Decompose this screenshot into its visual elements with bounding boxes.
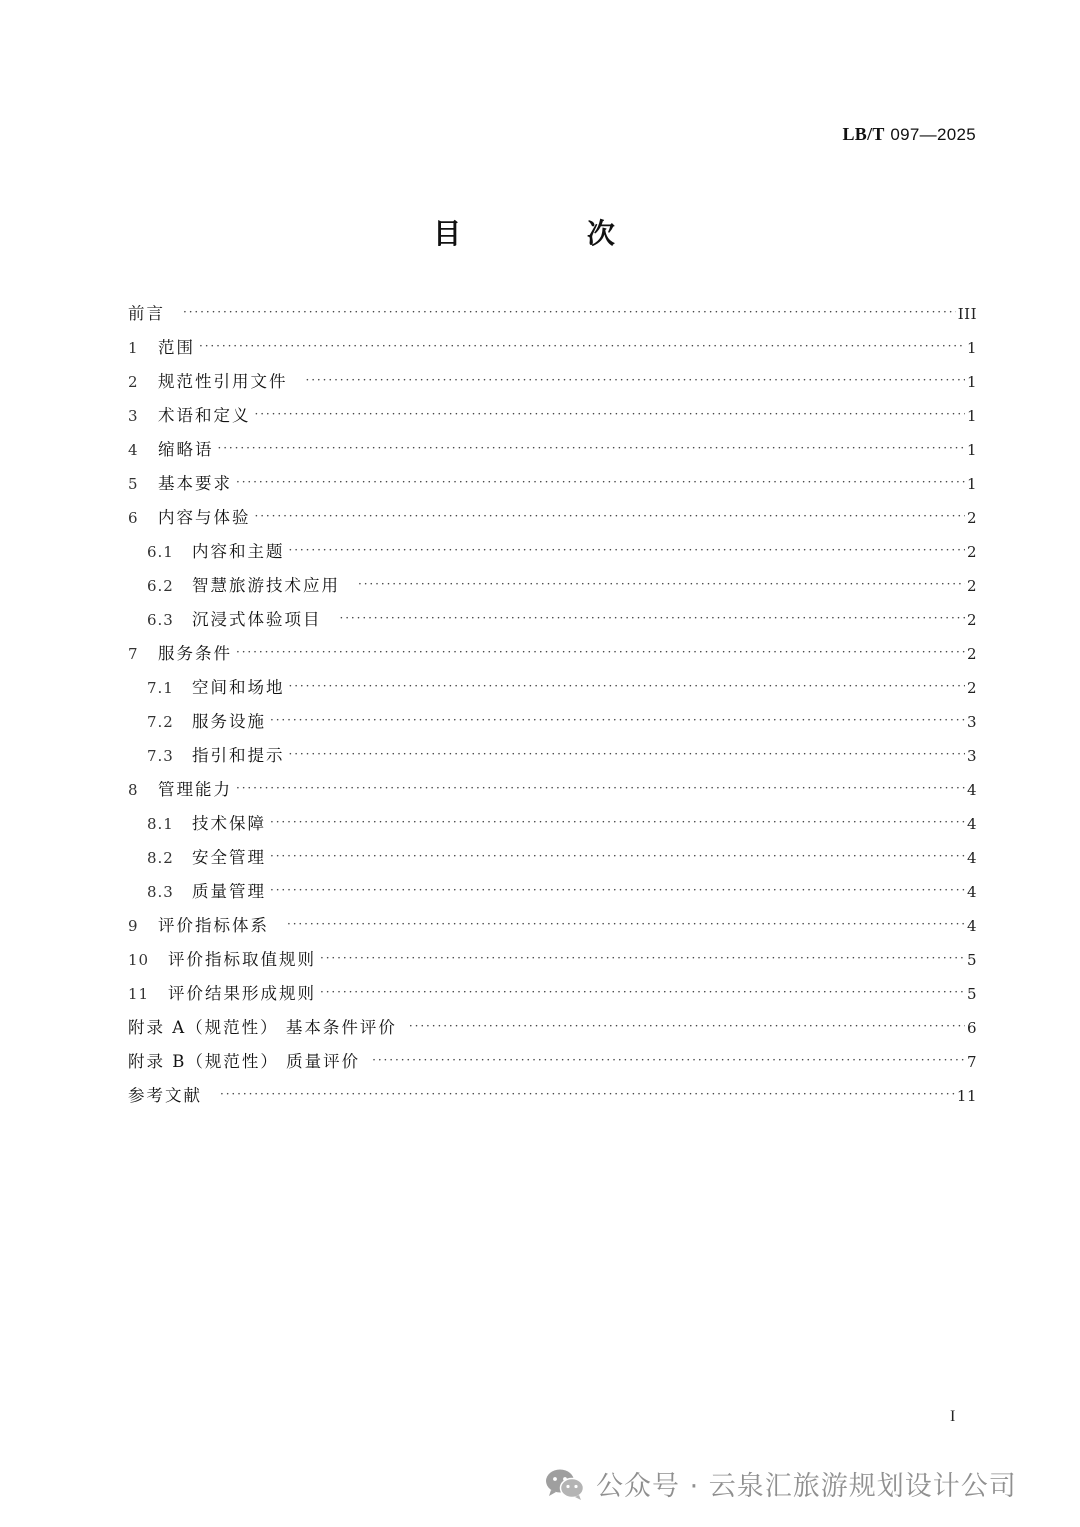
toc-entry-page: 1 (966, 407, 977, 425)
toc-entry-page: 2 (966, 509, 977, 527)
toc-entry-page: 7 (966, 1053, 977, 1071)
toc-entry[interactable] (128, 368, 977, 402)
standard-code (842, 124, 976, 145)
toc-entry-number: 8 (128, 781, 139, 799)
toc-entry-label: 评价指标取值规则 (168, 950, 316, 969)
toc-entry[interactable] (128, 912, 977, 946)
toc-entry-page: 2 (966, 543, 977, 561)
toc-entry-number: 7.3 (147, 747, 174, 765)
toc-entry-page: 5 (966, 985, 977, 1003)
toc-entry-number: 8.2 (147, 849, 174, 867)
toc-entry[interactable] (128, 810, 977, 844)
toc-dot-leader (320, 985, 965, 999)
toc-entry[interactable] (128, 300, 977, 334)
watermark-text: 公众号 · 云泉汇旅游规划设计公司 (596, 1471, 1017, 1502)
toc-entry-number: 6.1 (147, 543, 174, 561)
toc-dot-leader (236, 781, 965, 795)
toc-entry-number: 7.2 (147, 713, 174, 731)
toc-dot-leader (183, 305, 956, 319)
toc-entry-label: 管理能力 (158, 780, 232, 799)
toc-entry-label: 附录 A（规范性） 基本条件评价 (128, 1018, 397, 1037)
toc-entry-label: 服务条件 (158, 644, 232, 663)
toc-dot-leader (199, 339, 965, 353)
toc-entry[interactable] (128, 436, 977, 470)
toc-dot-leader (372, 1053, 965, 1067)
toc-dot-leader (409, 1019, 965, 1033)
toc-entry-page: 4 (966, 781, 977, 799)
table-of-contents (128, 300, 977, 1116)
toc-entry-label: 内容和主题 (192, 542, 285, 561)
toc-dot-leader (255, 509, 965, 523)
toc-entry[interactable] (128, 640, 977, 674)
toc-entry-number: 5 (128, 475, 139, 493)
toc-entry-label: 范围 (158, 338, 195, 357)
toc-entry-label: 参考文献 (128, 1086, 202, 1105)
toc-entry[interactable] (128, 844, 977, 878)
toc-entry-number: 4 (128, 441, 139, 459)
toc-entry-page: 4 (966, 815, 977, 833)
toc-entry-label: 规范性引用文件 (158, 372, 288, 391)
toc-entry-label: 质量管理 (192, 882, 266, 901)
toc-dot-leader (236, 645, 965, 659)
toc-entry[interactable] (128, 504, 977, 538)
toc-entry-number: 7.1 (147, 679, 174, 697)
standard-code-number: 097—2025 (890, 125, 976, 144)
toc-entry-page: 4 (966, 849, 977, 867)
toc-dot-leader (220, 1087, 955, 1101)
toc-entry[interactable] (128, 538, 977, 572)
toc-entry-label: 基本要求 (158, 474, 232, 493)
toc-entry[interactable] (128, 470, 977, 504)
toc-entry-number: 9 (128, 917, 139, 935)
toc-entry-number: 6 (128, 509, 139, 527)
toc-entry-page: 4 (966, 917, 977, 935)
toc-entry-label: 附录 B（规范性） 质量评价 (128, 1052, 361, 1071)
toc-dot-leader (270, 849, 965, 863)
toc-dot-leader (255, 407, 965, 421)
toc-entry-number: 8.1 (147, 815, 174, 833)
watermark (544, 1464, 1017, 1503)
toc-entry-label: 空间和场地 (192, 678, 285, 697)
toc-entry[interactable] (128, 742, 977, 776)
toc-entry-number: 6.3 (147, 611, 174, 629)
toc-dot-leader (270, 883, 965, 897)
toc-dot-leader (306, 373, 965, 387)
toc-entry-number: 8.3 (147, 883, 174, 901)
toc-entry-page: 11 (956, 1087, 977, 1105)
toc-entry-page: 2 (966, 679, 977, 697)
toc-entry-page: 1 (966, 373, 977, 391)
toc-entry-label: 沉浸式体验项目 (192, 610, 322, 629)
toc-dot-leader (270, 713, 965, 727)
toc-entry-page: 1 (966, 475, 977, 493)
toc-entry-label: 智慧旅游技术应用 (192, 576, 340, 595)
toc-entry-label: 缩略语 (158, 440, 214, 459)
page-number: I (950, 1408, 956, 1425)
toc-dot-leader (340, 611, 965, 625)
toc-entry-page: 2 (966, 577, 977, 595)
toc-entry-page: 1 (966, 339, 977, 357)
toc-dot-leader (289, 543, 965, 557)
toc-entry-page: 6 (966, 1019, 977, 1037)
toc-entry[interactable] (128, 1014, 977, 1048)
toc-dot-leader (358, 577, 965, 591)
toc-dot-leader (236, 475, 965, 489)
toc-entry-number: 6.2 (147, 577, 174, 595)
toc-dot-leader (270, 815, 965, 829)
toc-entry-number: 10 (128, 951, 150, 969)
toc-entry-number: 11 (128, 985, 150, 1003)
toc-entry-label: 内容与体验 (158, 508, 251, 527)
toc-entry[interactable] (128, 606, 977, 640)
toc-entry[interactable] (128, 946, 977, 980)
toc-entry[interactable] (128, 878, 977, 912)
toc-entry-label: 安全管理 (192, 848, 266, 867)
toc-entry[interactable] (128, 708, 977, 742)
toc-entry[interactable] (128, 674, 977, 708)
toc-dot-leader (289, 679, 965, 693)
toc-entry[interactable] (128, 334, 977, 368)
toc-entry-number: 7 (128, 645, 139, 663)
toc-entry-label: 服务设施 (192, 712, 266, 731)
toc-entry-page: III (957, 305, 977, 323)
toc-entry[interactable] (128, 402, 977, 436)
toc-entry[interactable] (128, 1048, 977, 1082)
toc-dot-leader (287, 917, 965, 931)
toc-entry[interactable] (128, 980, 977, 1014)
toc-entry-label: 前言 (128, 304, 165, 323)
toc-entry-number: 2 (128, 373, 139, 391)
toc-entry[interactable] (128, 572, 977, 606)
toc-entry-number: 3 (128, 407, 139, 425)
toc-entry-number: 1 (128, 339, 139, 357)
toc-entry-label: 评价结果形成规则 (168, 984, 316, 1003)
toc-entry-page: 2 (966, 645, 977, 663)
toc-entry[interactable] (128, 1082, 977, 1116)
wechat-icon (544, 1467, 586, 1501)
standard-code-prefix: LB/T (842, 124, 885, 144)
toc-entry-page: 4 (966, 883, 977, 901)
toc-entry-page: 1 (966, 441, 977, 459)
toc-entry[interactable] (128, 776, 977, 810)
toc-dot-leader (320, 951, 965, 965)
toc-entry-label: 指引和提示 (192, 746, 285, 765)
page-title: 目 次 (433, 217, 673, 250)
toc-entry-label: 评价指标体系 (158, 916, 269, 935)
toc-dot-leader (289, 747, 965, 761)
toc-entry-label: 技术保障 (192, 814, 266, 833)
toc-entry-label: 术语和定义 (158, 406, 251, 425)
toc-entry-page: 3 (966, 713, 977, 731)
toc-entry-page: 3 (966, 747, 977, 765)
toc-dot-leader (218, 441, 965, 455)
toc-entry-page: 5 (966, 951, 977, 969)
toc-entry-page: 2 (966, 611, 977, 629)
